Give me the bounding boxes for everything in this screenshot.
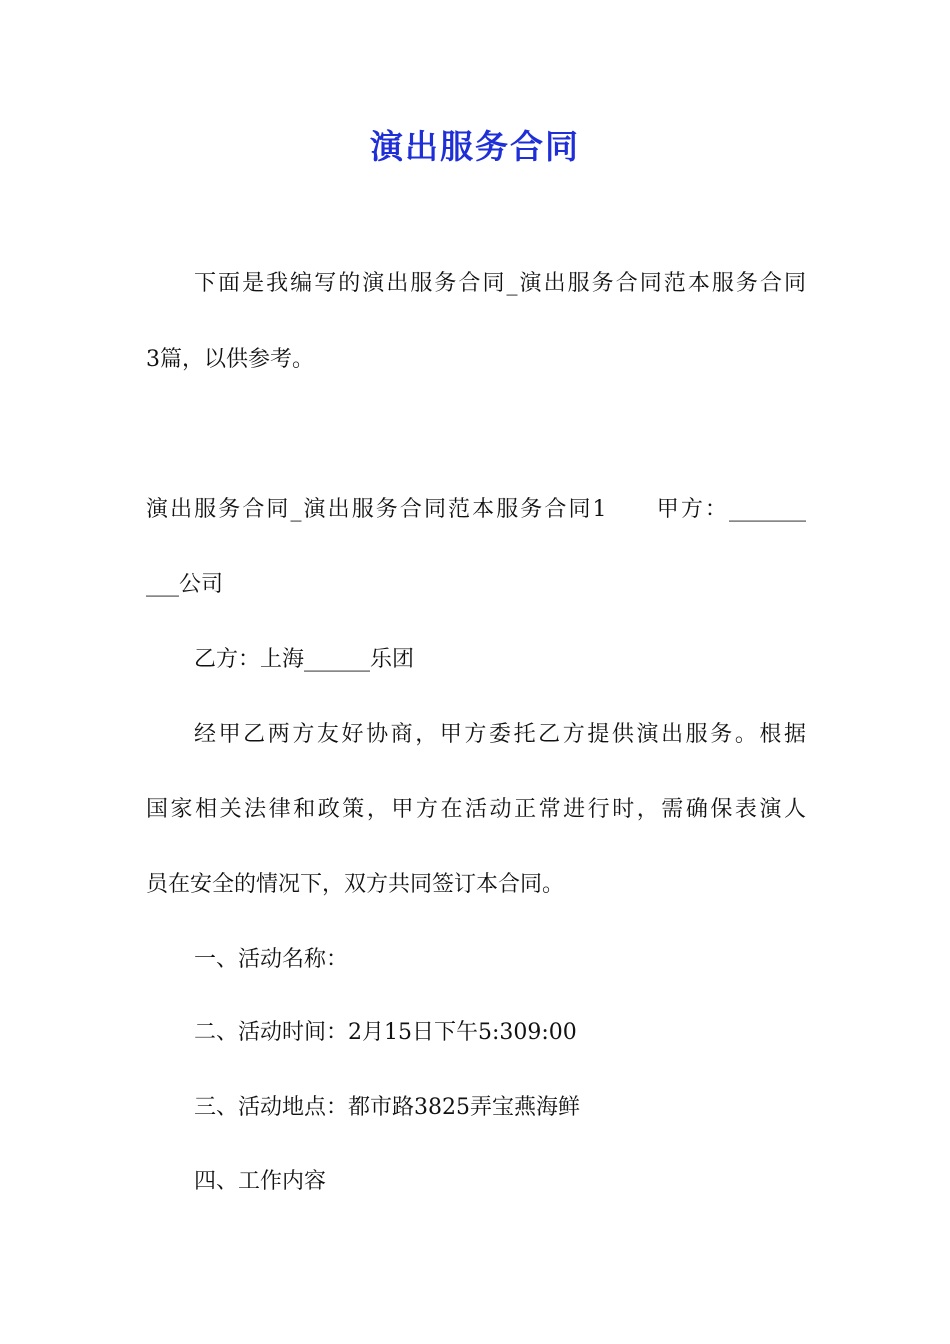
contract-heading-party-a: 演出服务合同_演出服务合同范本服务合同1 甲方：_______ [146, 497, 806, 522]
party-a-company: ___公司 [146, 572, 224, 597]
party-b: 乙方：上海______乐团 [194, 647, 415, 672]
intro-line-2: 3篇，以供参考。 [146, 347, 314, 372]
agreement-line-1: 经甲乙两方友好协商，甲方委托乙方提供演出服务。根据 [194, 722, 806, 747]
agreement-line-2: 国家相关法律和政策，甲方在活动正常进行时，需确保表演人 [146, 797, 806, 822]
clause-activity-name: 一、活动名称： [194, 947, 349, 972]
document-title: 演出服务合同 [370, 127, 580, 166]
clause-activity-time: 二、活动时间：2月15日下午5:309:00 [194, 1020, 577, 1045]
clause-activity-location: 三、活动地点：都市路3825弄宝燕海鲜 [194, 1095, 580, 1120]
intro-line-1: 下面是我编写的演出服务合同_演出服务合同范本服务合同 [194, 271, 806, 296]
agreement-line-3: 员在安全的情况下，双方共同签订本合同。 [146, 872, 565, 897]
clause-work-content: 四、工作内容 [194, 1169, 327, 1194]
